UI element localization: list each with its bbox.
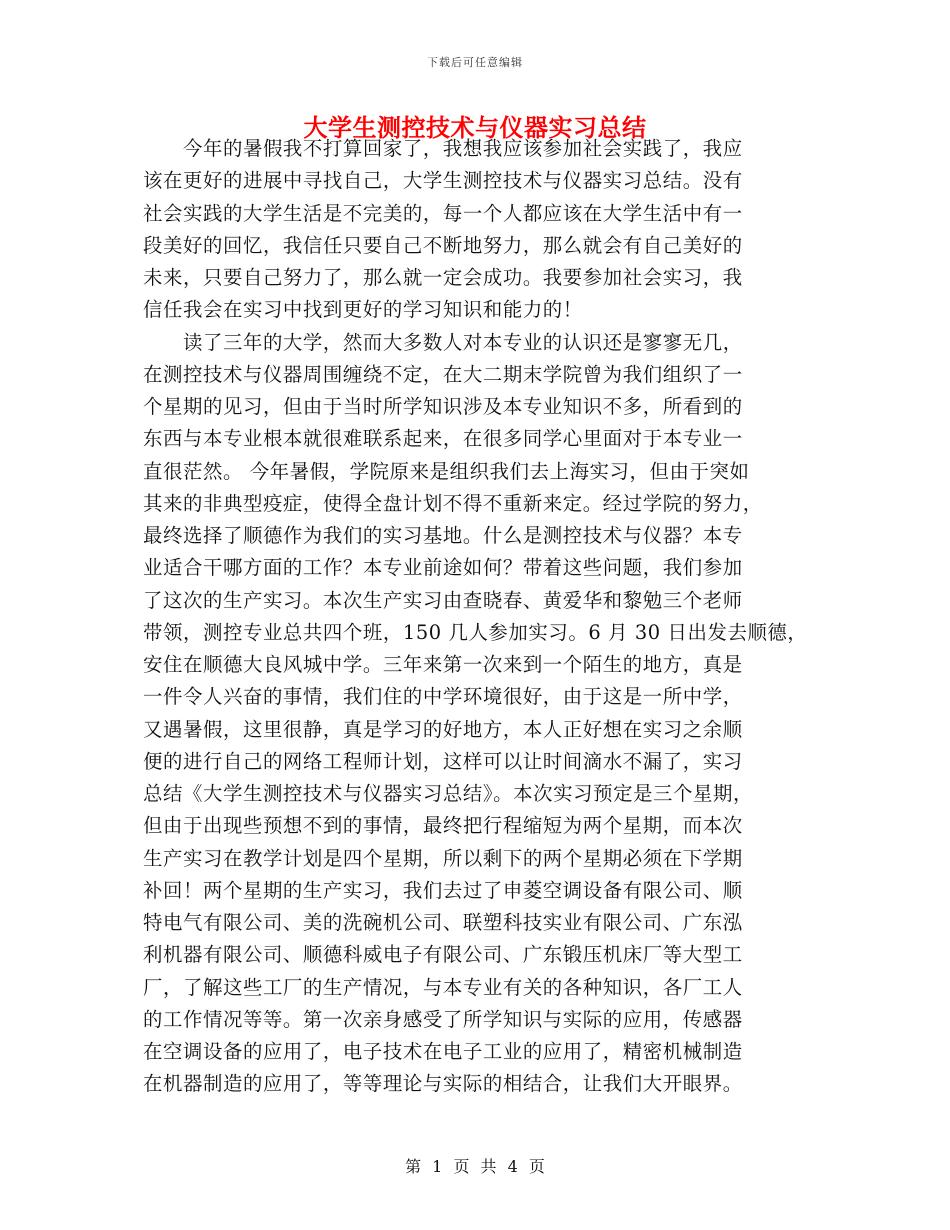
body-text-line: 未来，只要自己努力了，那么就一定会成功。我要参加社会实习，我 [143,266,743,289]
body-text-line: 该在更好的进展中寻找自己，大学生测控技术与仪器实习总结。没有 [143,169,743,193]
body-text-line: 特电气有限公司、美的洗碗机公司、联塑科技实业有限公司、广东泓 [143,911,743,934]
body-text-line: 信任我会在实习中找到更好的学习知识和能力的！ [143,298,583,322]
body-text-line: 厂，了解这些工厂的生产情况，与本专业有关的各种知识，各厂工人 [143,975,743,999]
body-text-line: 又遇暑假，这里很静，真是学习的好地方，本人正好想在实习之余顺 [143,717,743,741]
body-text-line: 利机器有限公司、顺德科威电子有限公司、广东锻压机床厂等大型工 [143,943,743,967]
body-text-line: 段美好的回忆，我信任只要自己不断地努力，那么就会有自己美好的 [143,233,743,257]
body-text-line: 的工作情况等等。第一次亲身感受了所学知识与实际的应用，传感器 [143,1007,743,1031]
page-header-note: 下载后可任意编辑 [427,56,523,69]
body-text-line: 总结《大学生测控技术与仪器实习总结》。本次实习预定是三个星期， [143,782,754,805]
body-text-line: 补回！两个星期的生产实习，我们去过了申菱空调设备有限公司、顺 [143,878,743,902]
body-text-line: 但由于出现些预想不到的事情，最终把行程缩短为两个星期，而本次 [143,814,743,838]
body-text-line: 个星期的见习，但由于当时所学知识涉及本专业知识不多，所看到的 [143,395,743,418]
document-title: 大学生测控技术与仪器实习总结 [303,113,647,142]
body-text-line: 带领，测控专业总共四个班，150 几人参加实习。6 月 30 日出发去顺德， [143,620,808,644]
body-text-line: 生产实习在教学计划是四个星期，所以剩下的两个星期必须在下学期 [143,846,743,870]
body-text-line: 读了三年的大学，然而大多数人对本专业的认识还是寥寥无几， [143,330,743,354]
body-text-line: 直很茫然。 今年暑假，学院原来是组织我们去上海实习，但由于突如 [143,459,750,483]
body-text-line: 最终选择了顺德作为我们的实习基地。什么是测控技术与仪器？本专 [143,524,743,547]
body-text-line: 业适合干哪方面的工作？本专业前途如何？带着这些问题，我们参加 [143,556,743,580]
body-text-line: 在测控技术与仪器周围缠绕不定，在大二期末学院曾为我们组织了一 [143,362,743,386]
body-text-line: 社会实践的大学生活是不完美的，每一个人都应该在大学生活中有一 [143,201,743,225]
body-text-line: 在机器制造的应用了，等等理论与实际的相结合，让我们大开眼界。 [143,1072,743,1096]
body-text-line: 其来的非典型疫症，使得全盘计划不得不重新来定。经过学院的努力， [143,491,763,515]
body-text-line: 安住在顺德大良风城中学。三年来第一次来到一个陌生的地方，真是 [143,653,743,676]
body-text-line: 便的进行自己的网络工程师计划，这样可以让时间滴水不漏了，实习 [143,749,743,773]
body-text-line: 东西与本专业根本就很难联系起来，在很多同学心里面对于本专业一 [143,427,743,451]
body-text-line: 在空调设备的应用了，电子技术在电子工业的应用了，精密机械制造 [143,1040,743,1063]
page-number-footer: 第 1 页 共 4 页 [405,1157,545,1176]
document-body [143,133,823,1101]
body-text-line: 一件令人兴奋的事情，我们住的中学环境很好，由于这是一所中学， [143,685,743,709]
body-text-line: 了这次的生产实习。本次生产实习由查晓春、黄爱华和黎勉三个老师 [143,588,743,612]
body-text-line: 今年的暑假我不打算回家了，我想我应该参加社会实践了，我应 [143,137,743,160]
